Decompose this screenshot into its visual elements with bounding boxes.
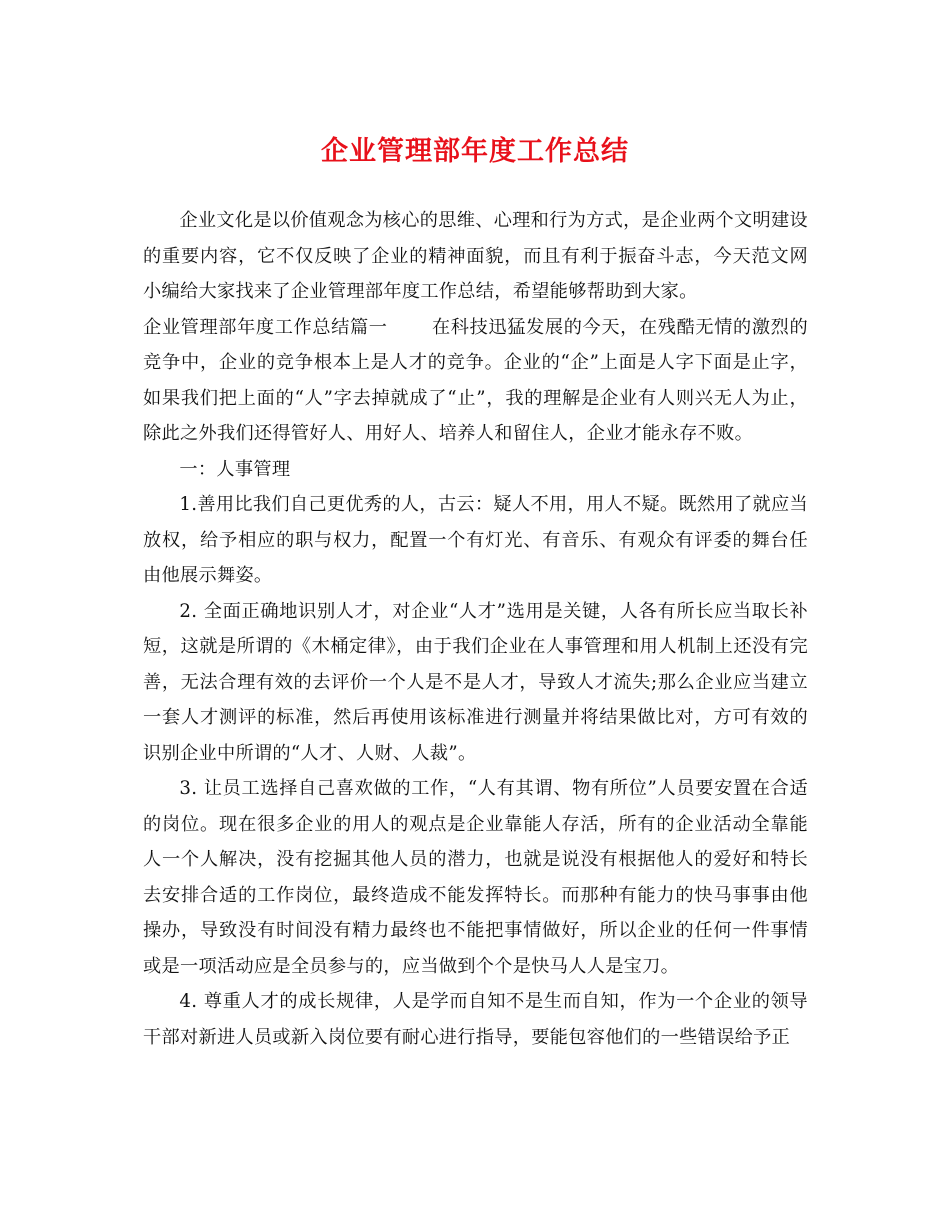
document-title: 企业管理部年度工作总结	[321, 136, 629, 167]
section-lead: 在科技迅猛发展的今天，在残酷无情的激烈的竞争中，企业的竞争根本上是人才的竞争。企业的“企”上面是人字下面是止字，如果我们把上面的“人”字去掉就成了“止”，我的理解是企业有人则兴无人为止，除此之外我们还得管好人、用好人、培养人和留住人，企业才能永存不败。	[143, 316, 808, 444]
list-item: 1.善用比我们自己更优秀的人，古云：疑人不用，用人不疑。既然用了就应当放权，给予相应的职与权力，配置一个有灯光、有音乐、有观众有评委的舞台任由他展示舞姿。	[143, 494, 808, 586]
list-item: 2. 全面正确地识别人才，对企业“人才”选用是关键，人各有所长应当取长补短，这就是所谓的《木桶定律》，由于我们企业在人事管理和用人机制上还没有完善，无法合理有效的去评价一个人是不是人才，导致人才流失;那么企业应当建立一套人才测评的标准，然后再使用该标准进行测量并将结果做比对，方可有效的识别企业中所谓的“人才、人财、人裁”。	[143, 600, 808, 764]
list-item: 3. 让员工选择自己喜欢做的工作，“人有其谓、物有所位”人员要安置在合适的岗位。现在很多企业的用人的观点是企业靠能人存活，所有的企业活动全靠能人一个人解决，没有挖掘其他人员的潜力，也就是说没有根据他人的爱好和特长去安排合适的工作岗位，最终造成不能发挥特长。而那种有能力的快马事事由他操办，导致没有时间没有精力最终也不能把事情做好，所以企业的任何一件事情或是一项活动应是全员参与的，应当做到个个是快马人人是宝刀。	[143, 778, 808, 977]
section-paragraph	[143, 310, 808, 452]
section-heading: 企业管理部年度工作总结篇一	[143, 316, 388, 338]
intro-paragraph: 企业文化是以价值观念为核心的思维、心理和行为方式，是企业两个文明建设的重要内容，它不仅反映了企业的精神面貌，而且有利于振奋斗志，今天范文网小编给大家找来了企业管理部年度工作总结，希望能够帮助到大家。	[143, 210, 808, 302]
list-item: 4. 尊重人才的成长规律，人是学而自知不是生而自知，作为一个企业的领导干部对新进人员或新入岗位要有耐心进行指导，要能包容他们的一些错误给予正	[143, 991, 808, 1048]
document-body	[143, 203, 808, 1055]
subheading-personnel: 一：人事管理	[179, 458, 291, 480]
